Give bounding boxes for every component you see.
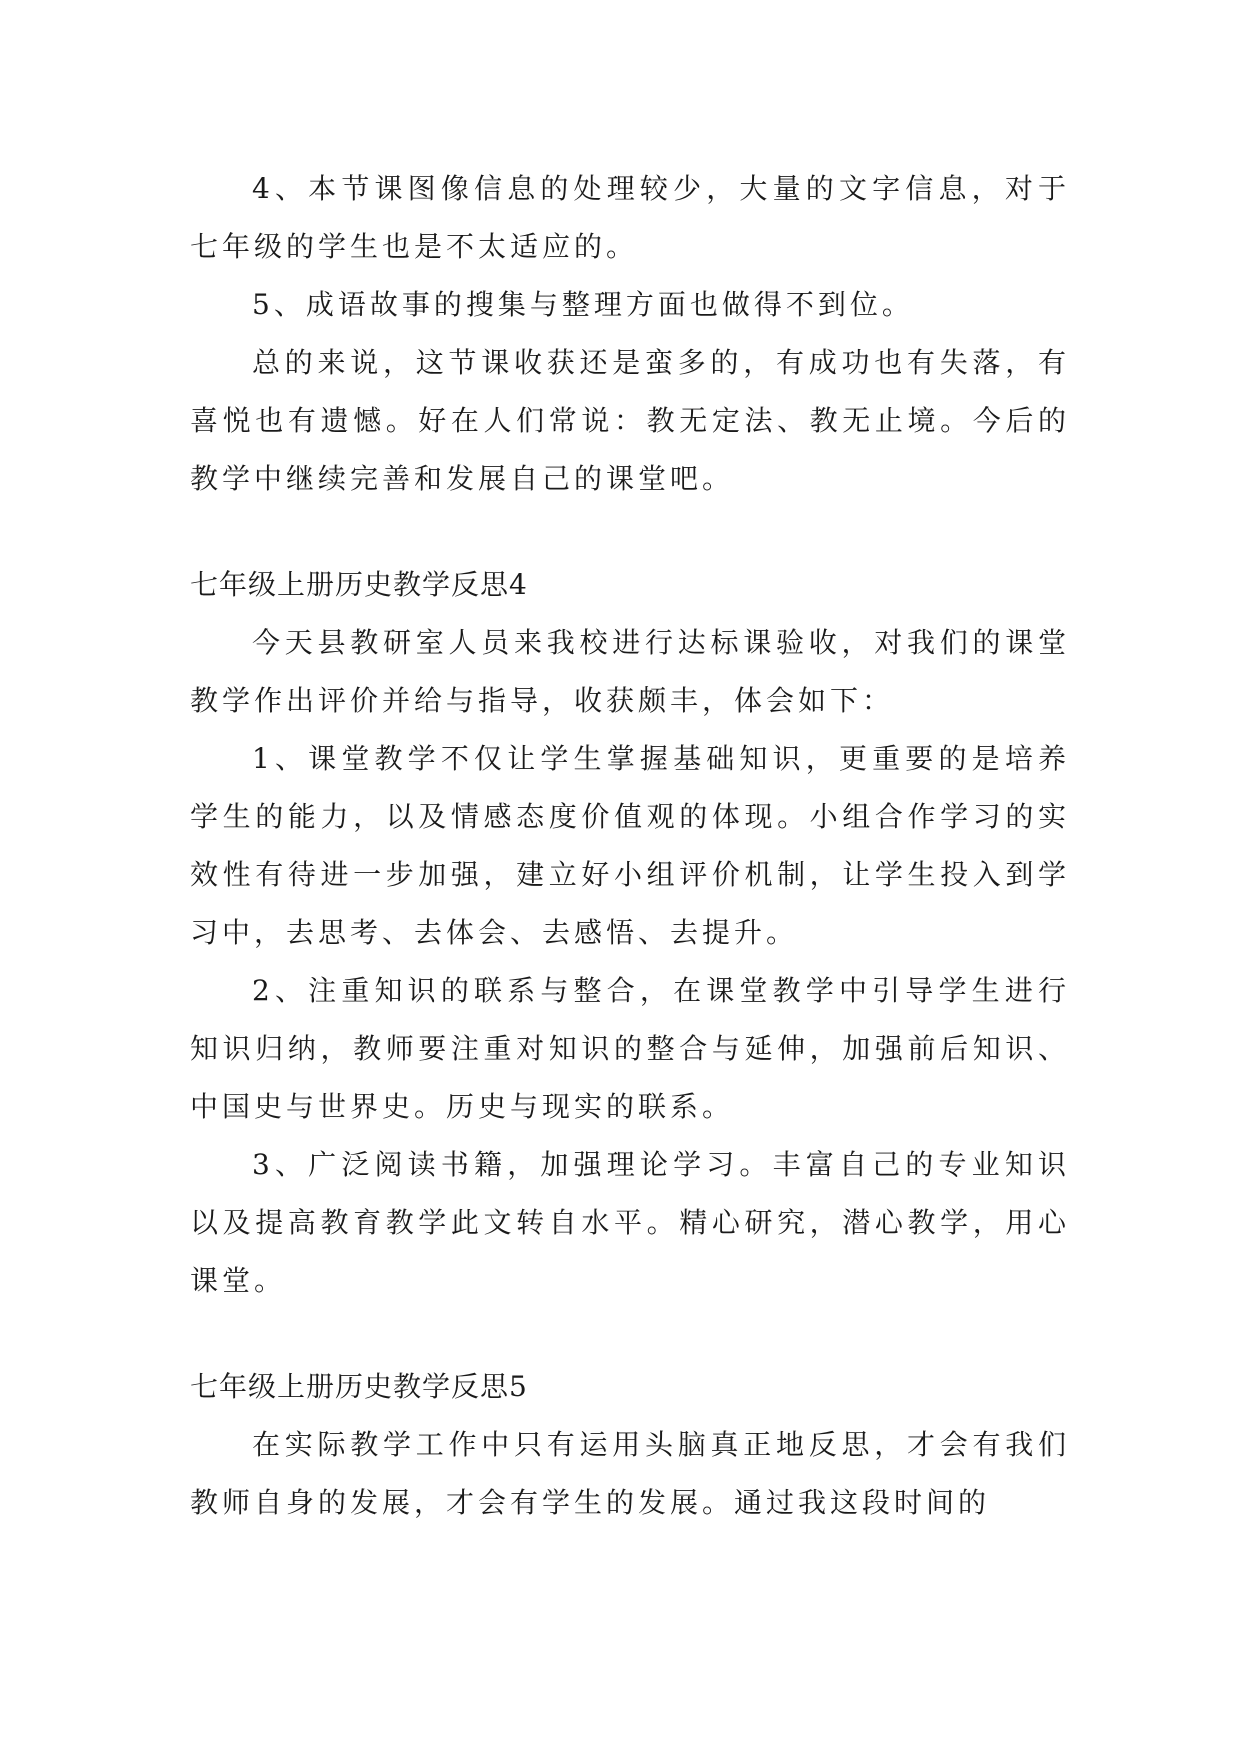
section-heading-5: 七年级上册历史教学反思5 [190, 1370, 528, 1403]
document-body [190, 160, 1070, 1532]
section-gap [190, 1310, 1070, 1358]
section-heading-4: 七年级上册历史教学反思4 [190, 568, 528, 601]
section-5-intro: 在实际教学工作中只有运用头脑真正地反思，才会有我们教师自身的发展，才会有学生的发展。通过我这段时间的 [190, 1428, 1070, 1519]
paragraph-summary: 总的来说，这节课收获还是蛮多的，有成功也有失落，有喜悦也有遗憾。好在人们常说：教无定法、教无止境。今后的教学中继续完善和发展自己的课堂吧。 [190, 346, 1070, 495]
section-4-point-2: 2、注重知识的联系与整合，在课堂教学中引导学生进行知识归纳，教师要注重对知识的整合与延伸，加强前后知识、中国史与世界史。历史与现实的联系。 [190, 974, 1070, 1123]
section-4-intro: 今天县教研室人员来我校进行达标课验收，对我们的课堂教学作出评价并给与指导，收获颇丰，体会如下： [190, 626, 1070, 717]
section-4-point-3: 3、广泛阅读书籍，加强理论学习。丰富自己的专业知识以及提高教育教学此文转自水平。精心研究，潜心教学，用心课堂。 [190, 1148, 1070, 1297]
section-gap [190, 508, 1070, 556]
paragraph-point-4: 4、本节课图像信息的处理较少，大量的文字信息，对于七年级的学生也是不太适应的。 [190, 172, 1070, 263]
paragraph-point-5: 5、成语故事的搜集与整理方面也做得不到位。 [252, 288, 914, 321]
section-4-point-1: 1、课堂教学不仅让学生掌握基础知识，更重要的是培养学生的能力，以及情感态度价值观的体现。小组合作学习的实效性有待进一步加强，建立好小组评价机制，让学生投入到学习中，去思考、去体会、去感悟、去提升。 [190, 742, 1070, 949]
